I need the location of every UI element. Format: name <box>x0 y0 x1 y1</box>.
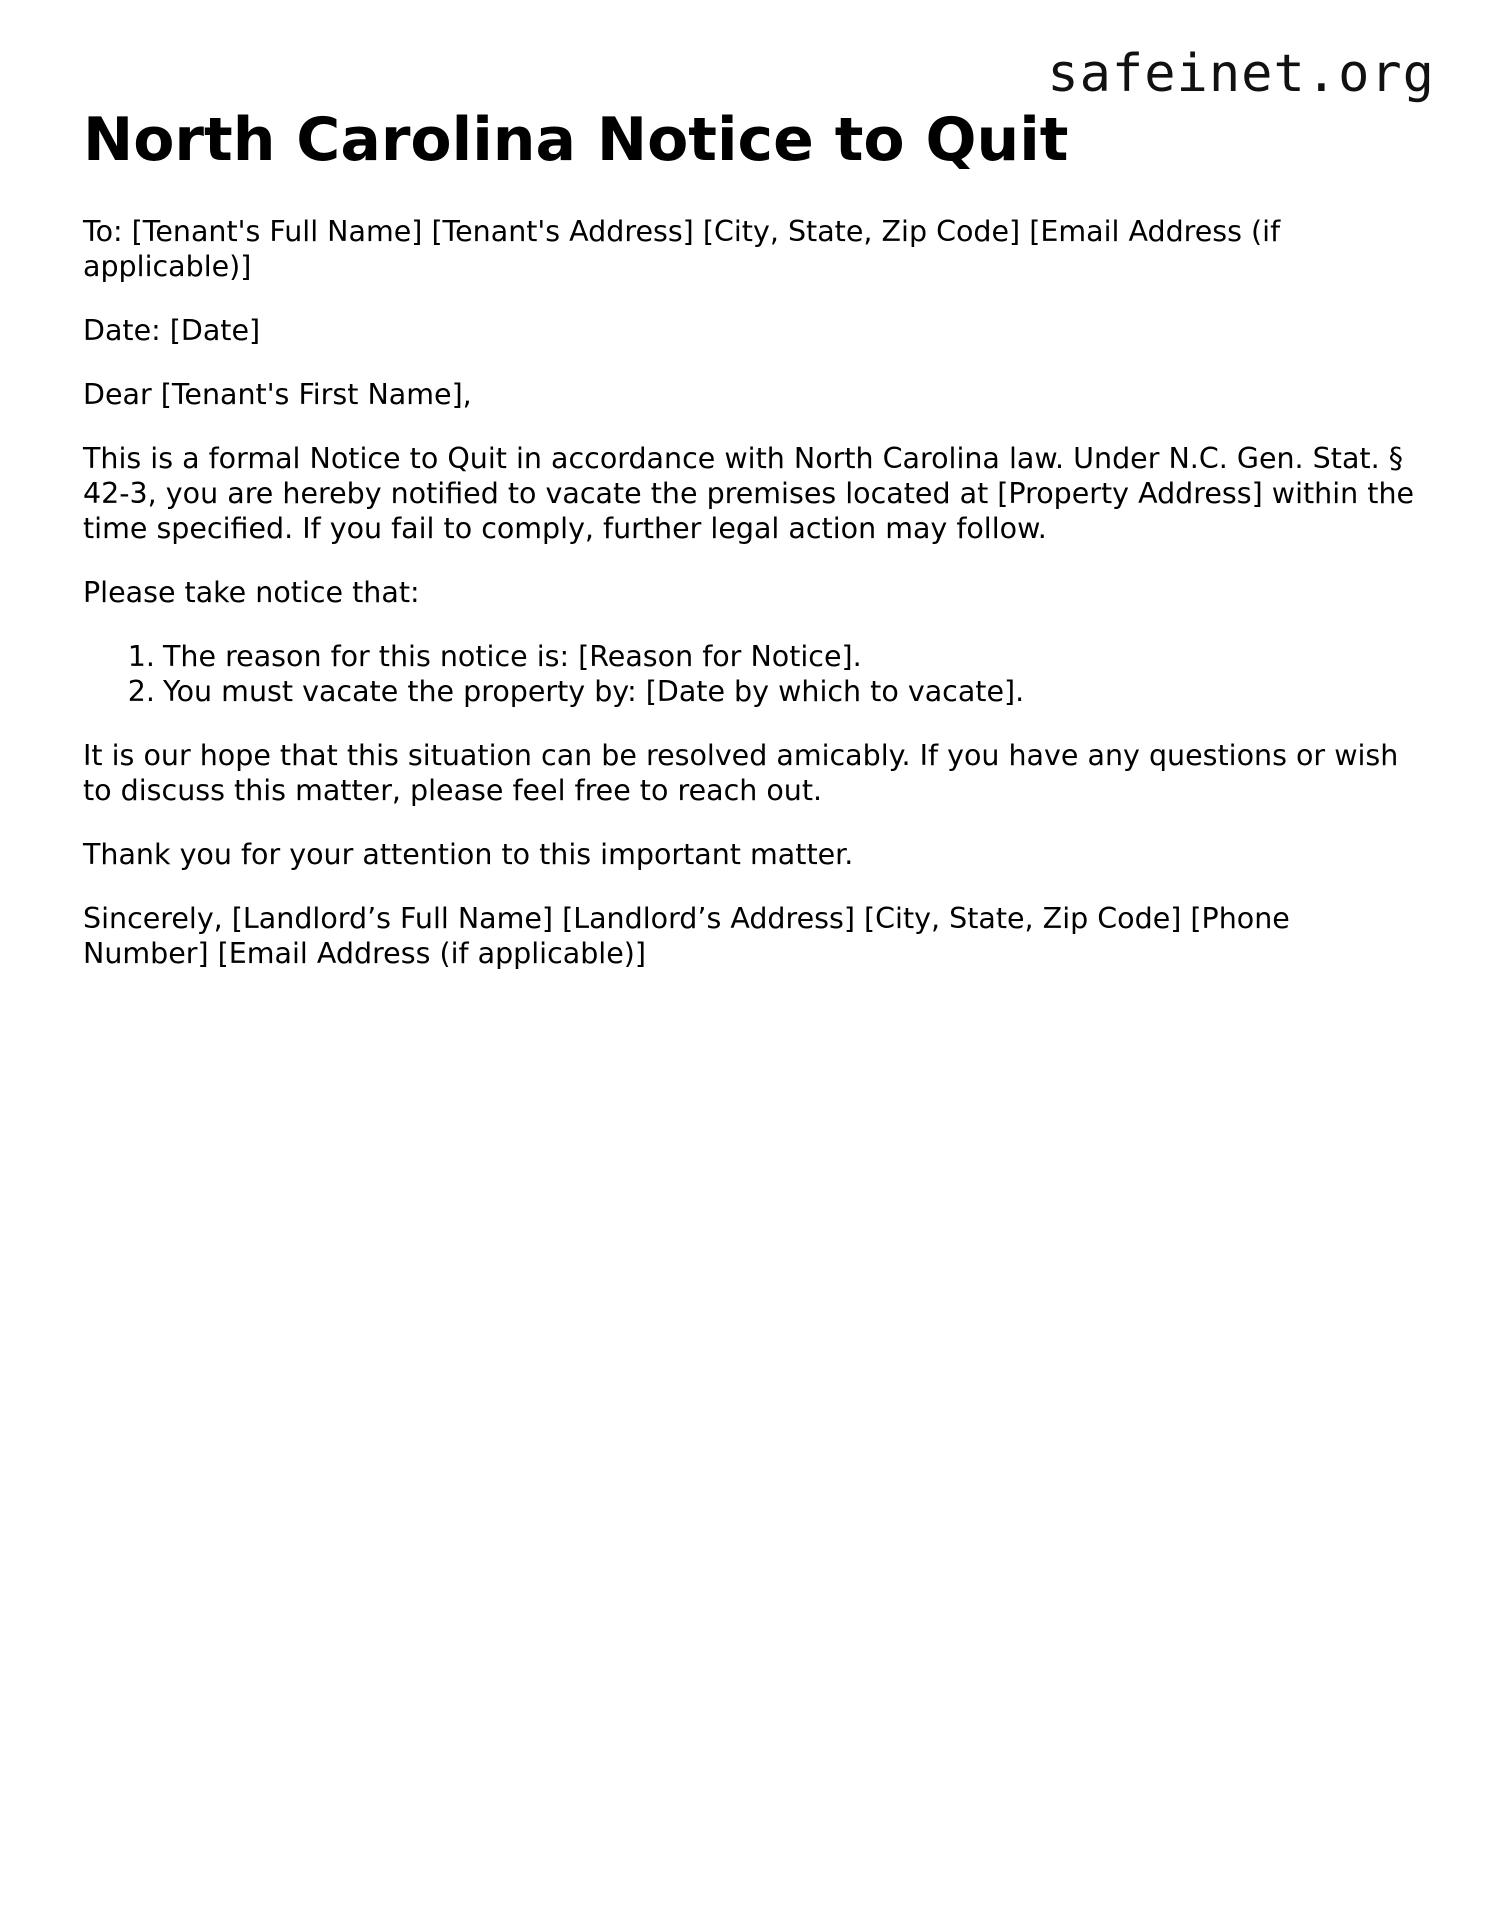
list-item-number: 1. <box>127 640 155 673</box>
notice-list <box>83 639 1423 709</box>
hope-paragraph: It is our hope that this situation can be resolved amicably. If you have any questions or wish to discuss this matter, please feel free to reach out. <box>83 739 1399 807</box>
thanks-paragraph: Thank you for your attention to this important matter. <box>83 838 854 871</box>
list-item-text: The reason for this notice is: [Reason for Notice]. <box>163 640 862 673</box>
list-item <box>83 674 1423 709</box>
date-line: Date: [Date] <box>83 314 261 347</box>
closing-signature: Sincerely, [Landlord’s Full Name] [Landlord’s Address] [City, State, Zip Code] [Phone Number] [Email Address (if applicable)] <box>83 902 1290 970</box>
document-body <box>83 104 1423 1000</box>
watermark: safeinet.org <box>1047 44 1435 104</box>
notice-lead: Please take notice that: <box>83 576 420 609</box>
list-item-number: 2. <box>127 675 155 708</box>
document-title: North Carolina Notice to Quit <box>83 105 1069 175</box>
intro-paragraph: This is a formal Notice to Quit in accordance with North Carolina law. Under N.C. Gen. Stat. § 42-3, you are hereby notified to vacate the premises located at [Property Address] within the time specified. If you fail to comply, further legal action may follow. <box>83 442 1415 545</box>
list-item <box>83 639 1423 674</box>
list-item-text: You must vacate the property by: [Date by which to vacate]. <box>163 675 1025 708</box>
salutation: Dear [Tenant's First Name], <box>83 378 472 411</box>
recipient-line: To: [Tenant's Full Name] [Tenant's Address] [City, State, Zip Code] [Email Address (if applicable)] <box>83 215 1281 283</box>
